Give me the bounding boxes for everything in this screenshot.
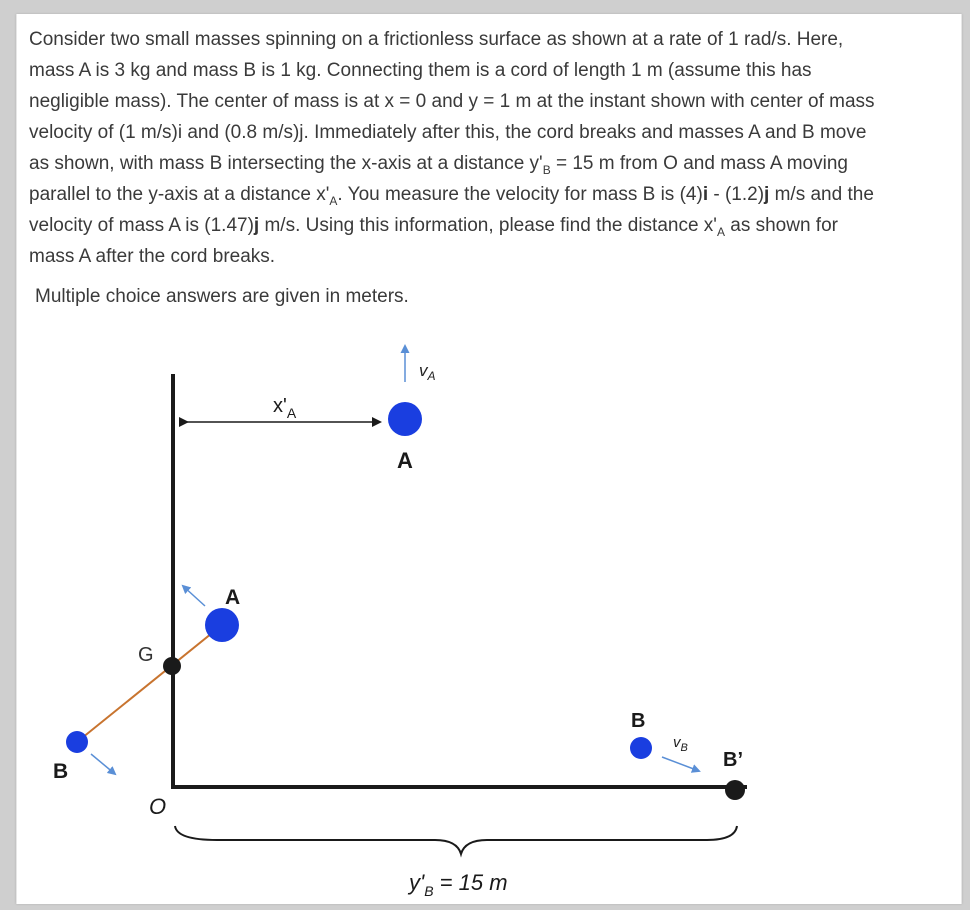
problem-line: parallel to the y-axis at a distance $x'_A$. You measure the velocity for mass B is (4)i - (1.2)j m/s and the (29, 184, 874, 208)
problem-line: Consider two small masses spinning on a frictionless surface as shown at a rate of 1 rad/s. Here, (29, 29, 844, 50)
label-B-prime: B’ (723, 749, 743, 771)
cord (77, 625, 222, 742)
vA-before-arrow (183, 586, 205, 606)
label-A-before: A (225, 586, 241, 609)
label-B-before: B (53, 760, 69, 783)
label-origin: O (149, 794, 167, 819)
mass-A-after (388, 402, 422, 436)
point-B-prime (725, 780, 745, 800)
problem-line: negligible mass). The center of mass is at x = 0 and y = 1 m at the instant shown with center of mass (29, 91, 875, 112)
problem-line: mass A after the cord breaks. (29, 246, 276, 267)
mass-A-before (205, 608, 239, 642)
mass-B-before (66, 731, 88, 753)
yB-label: $y'_B = 15$ m (409, 870, 508, 899)
mass-B-after (630, 737, 652, 759)
vA-label: $v_A$ (419, 361, 436, 383)
center-of-mass-G (163, 657, 181, 675)
label-B-after: B (631, 710, 646, 732)
xA-label: $x'_A$ (273, 395, 297, 421)
problem-line: velocity of (1 m/s)i and (0.8 m/s)j. Immediately after this, the cord breaks and masses A and B move (29, 122, 867, 143)
label-G: G (138, 644, 154, 666)
vB-before-arrow (91, 754, 115, 774)
vB-label: $v_B$ (673, 734, 688, 754)
label-A-after: A (397, 448, 413, 473)
problem-card (16, 14, 962, 904)
vB-arrow (662, 757, 699, 771)
problem-line: as shown, with mass B intersecting the x-axis at a distance $y'_B = 15$ m from O and mass A moving (29, 153, 848, 177)
problem-line: velocity of mass A is (1.47)j m/s. Using this information, please find the distance $x'_A$ as shown for (29, 215, 838, 239)
problem-line: mass A is 3 kg and mass B is 1 kg. Connecting them is a cord of length 1 m (assume this has (29, 60, 812, 81)
physics-diagram (17, 14, 961, 904)
choice-note: Multiple choice answers are given in meters. (35, 286, 409, 307)
yB-brace (175, 826, 737, 854)
